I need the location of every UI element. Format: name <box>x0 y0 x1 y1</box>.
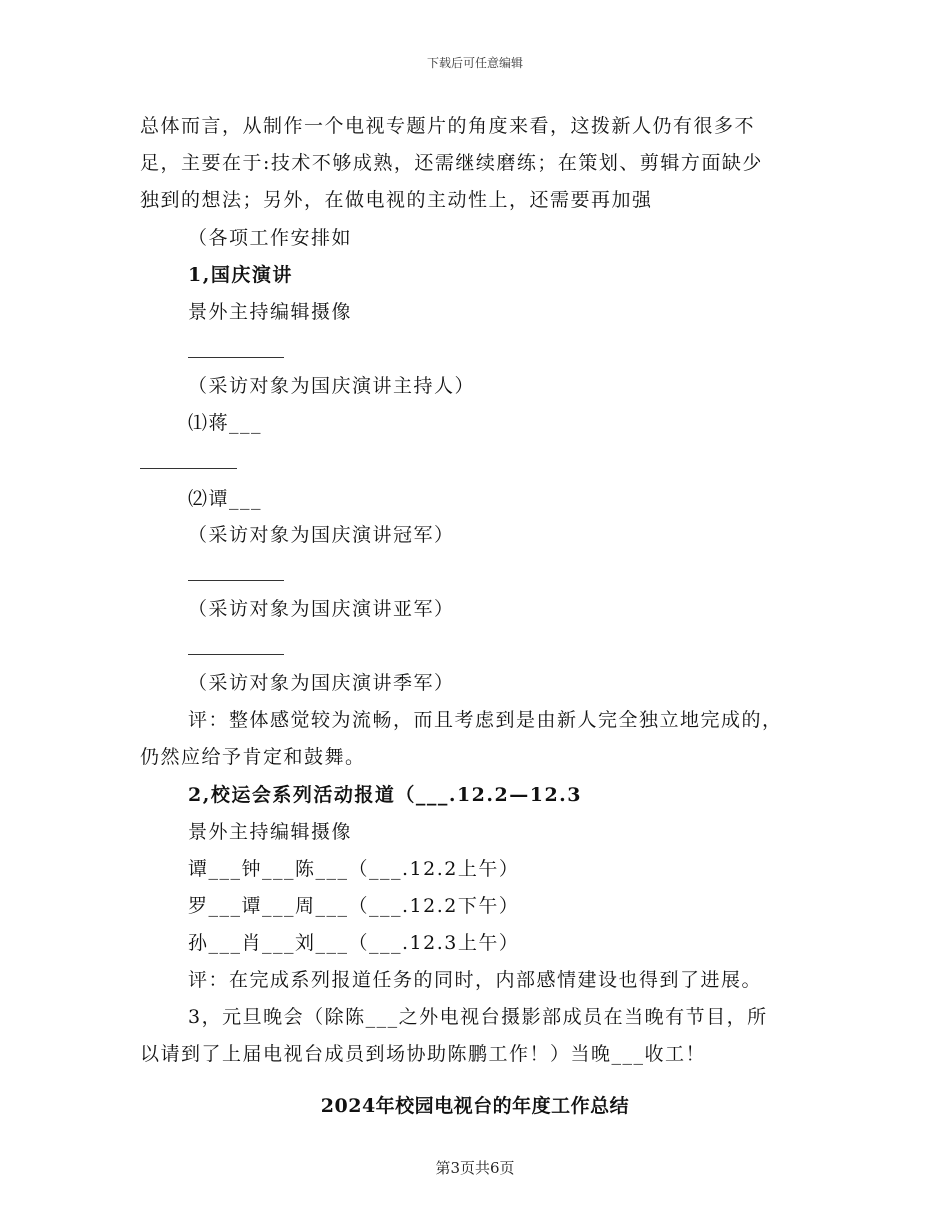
section-2-heading: 2,校运会系列活动报道（___.12.2—12.3 <box>188 784 583 806</box>
blank-line <box>140 468 237 469</box>
document-title: 2024年校园电视台的年度工作总结 <box>320 1095 630 1117</box>
section-1-comment: 评：整体感觉较为流畅，而且考虑到是由新人完全独立地完成的， <box>188 709 783 731</box>
section-2-comment: 评：在完成系列报道任务的同时，内部感情建设也得到了进展。 <box>188 969 763 991</box>
page-header: 下载后可任意编辑 <box>426 56 523 70</box>
interview-note-host: （采访对象为国庆演讲主持人） <box>188 375 476 397</box>
section-1-comment: 仍然应给予肯定和鼓舞。 <box>140 746 366 768</box>
blank-line <box>188 654 284 655</box>
blank-line <box>188 580 284 581</box>
schedule-row: 谭___钟___陈___（___.12.2上午） <box>188 858 520 880</box>
section-1-heading: 1,国庆演讲 <box>188 264 293 286</box>
blank-line <box>188 357 284 358</box>
paragraph-line: 足，主要在于:技术不够成熟，还需继续磨练；在策划、剪辑方面缺少 <box>140 152 763 174</box>
section-1-roles: 景外主持编辑摄像 <box>188 301 353 323</box>
interview-note-champion: （采访对象为国庆演讲冠军） <box>188 524 455 546</box>
schedule-row: 罗___谭___周___（___.12.2下午） <box>188 895 520 917</box>
schedule-row: 孙___肖___刘___（___.12.3上午） <box>188 932 520 954</box>
intro-line: （各项工作安排如 <box>188 227 353 249</box>
list-item: ⑴蒋___ <box>188 412 263 434</box>
interview-note-runnerup: （采访对象为国庆演讲亚军） <box>188 598 455 620</box>
interview-note-third: （采访对象为国庆演讲季军） <box>188 672 455 694</box>
section-3-line: 3，元旦晚会（除陈___之外电视台摄影部成员在当晚有节目，所 <box>188 1006 768 1028</box>
paragraph-line: 总体而言，从制作一个电视专题片的角度来看，这拨新人仍有很多不 <box>140 115 756 137</box>
page-footer: 第3页共6页 <box>435 1159 515 1177</box>
section-3-line: 以请到了上届电视台成员到场协助陈鹏工作！）当晚___收工！ <box>140 1043 707 1065</box>
section-2-roles: 景外主持编辑摄像 <box>188 821 353 843</box>
paragraph-line: 独到的想法；另外，在做电视的主动性上，还需要再加强 <box>140 189 653 211</box>
list-item: ⑵谭___ <box>188 488 263 510</box>
